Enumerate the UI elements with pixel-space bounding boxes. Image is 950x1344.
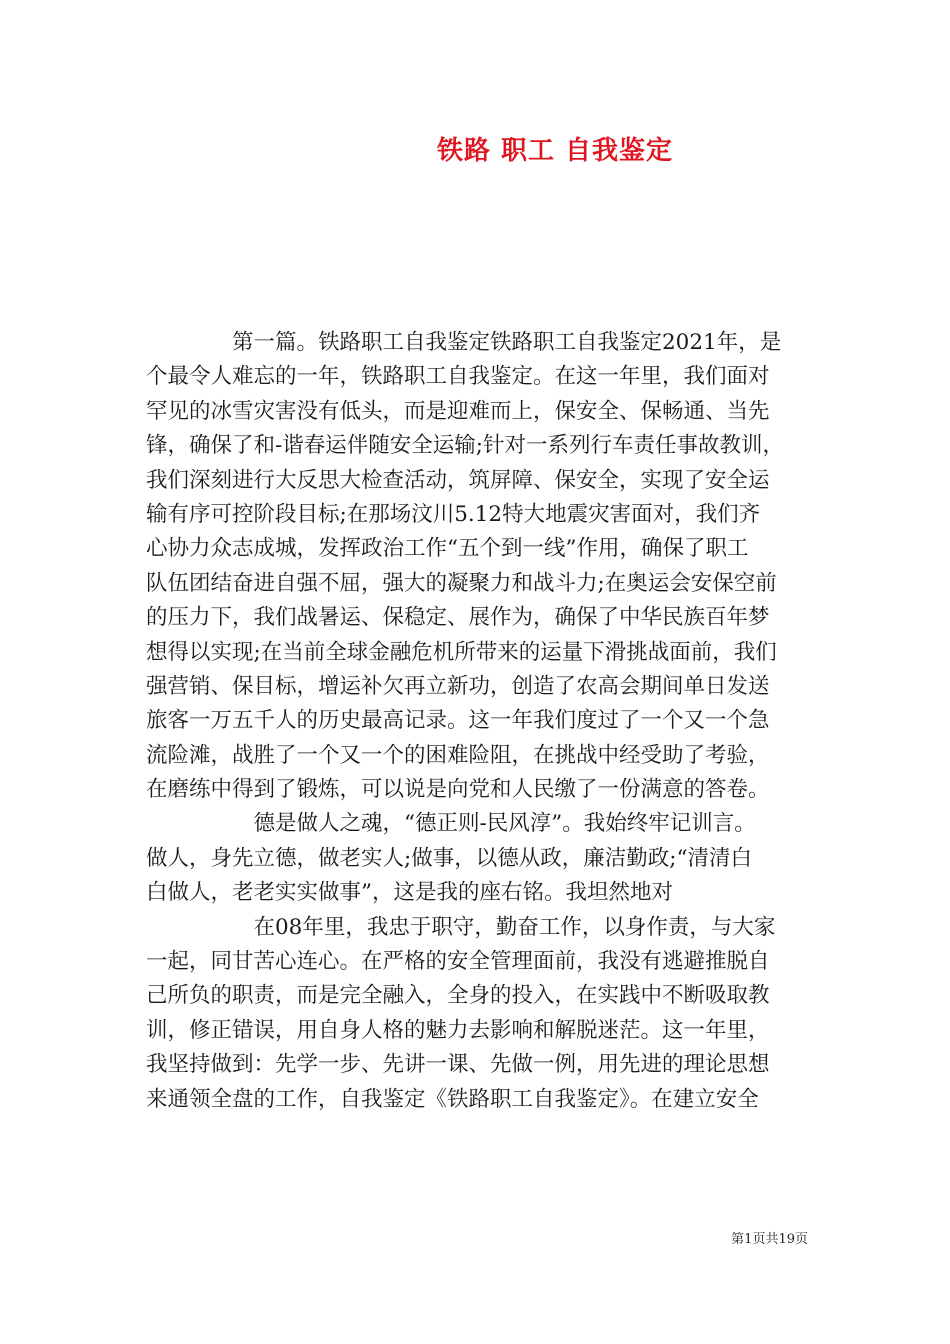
- text-line: 流险滩，战胜了一个又一个的困难险阻，在挑战中经受助了考验，: [146, 742, 770, 768]
- text-line: 做人，身先立德，做老实人;做事，以德从政，廉洁勤政;“清清白: [146, 845, 752, 871]
- text-line: 在磨练中得到了锻炼，可以说是向党和人民缴了一份满意的答卷。: [146, 777, 770, 803]
- text-line: 白做人，老老实实做事”，这是我的座右铭。我坦然地对: [146, 880, 673, 906]
- text-line: 来通领全盘的工作，自我鉴定《铁路职工自我鉴定》。在建立安全: [146, 1086, 759, 1112]
- text-line: 一起，同甘苦心连心。在严格的安全管理面前，我没有逃避推脱自: [146, 949, 770, 975]
- text-line: 德是做人之魂，“德正则-民风淳”。我始终牢记训言。: [146, 811, 756, 837]
- document-title: 铁路 职工 自我鉴定: [436, 136, 674, 166]
- text-line: 我们深刻进行大反思大检查活动，筑屏障、保安全，实现了安全运: [146, 467, 770, 493]
- text-line: 在08年里，我忠于职守，勤奋工作，以身作责，与大家: [146, 914, 776, 940]
- text-line: 罕见的冰雪灾害没有低头，而是迎难而上，保安全、保畅通、当先: [146, 398, 770, 424]
- text-line: 的压力下，我们战暑运、保稳定、展作为，确保了中华民族百年梦: [146, 605, 770, 631]
- text-line: 强营销、保目标，增运补欠再立新功，创造了农高会期间单日发送: [146, 673, 770, 699]
- text-line: 旅客一万五千人的历史最高记录。这一年我们度过了一个又一个急: [146, 708, 770, 734]
- text-line: 己所负的职责，而是完全融入，全身的投入，在实践中不断吸取教: [146, 983, 770, 1009]
- text-line: 第一篇。铁路职工自我鉴定铁路职工自我鉴定2021年，是: [146, 330, 782, 355]
- text-line: 锋，确保了和-谐春运伴随安全运输;针对一系列行车责任事故教训，: [146, 433, 785, 459]
- text-line: 队伍团结奋进自强不屈，强大的凝聚力和战斗力;在奥运会安保空前: [146, 570, 777, 596]
- document-body: [146, 326, 812, 1117]
- text-line: 想得以实现;在当前全球金融危机所带来的运量下滑挑战面前，我们: [146, 639, 777, 665]
- text-line: 训，修正错误，用自身人格的魅力去影响和解脱迷茫。这一年里，: [146, 1017, 770, 1043]
- text-line: 输有序可控阶段目标;在那场汶川5.12特大地震灾害面对，我们齐: [146, 501, 761, 527]
- text-line: 个最令人难忘的一年，铁路职工自我鉴定。在这一年里，我们面对: [146, 364, 770, 390]
- text-line: 心协力众志成城，发挥政治工作“五个到一线”作用，确保了职工: [146, 536, 749, 562]
- text-line: 我坚持做到：先学一步、先讲一课、先做一例，用先进的理论思想: [146, 1052, 770, 1078]
- page-footer: 第1页共19页: [731, 1232, 808, 1247]
